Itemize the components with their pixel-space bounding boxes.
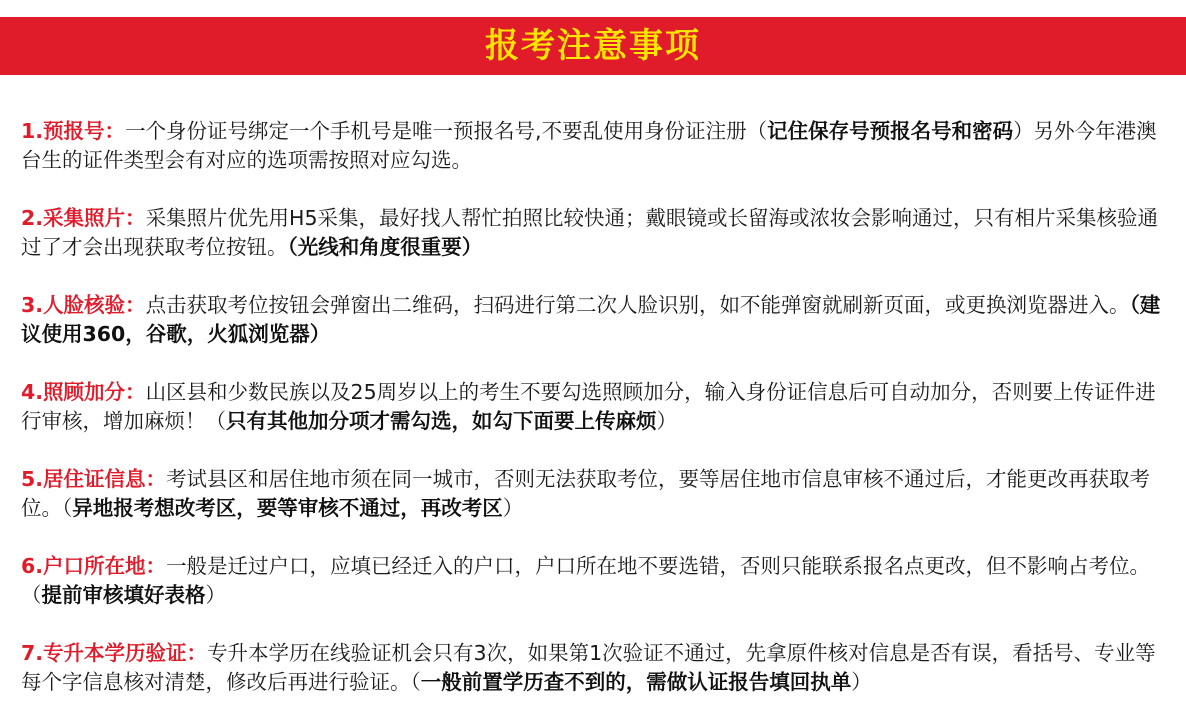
note-item-preregistration — [21, 117, 1176, 175]
note-item-face-verification — [21, 291, 1176, 349]
note-text: 采集照片优先用H5采集，最好找人帮忙拍照比较快通；戴眼镜或长留海或浓妆会影响通过，只有相片采集核验通过了才会出现获取考位按钮。 — [21, 206, 1159, 259]
note-text: 点击获取考位按钮会弹窗出二维码，扫码进行第二次人脸识别，如不能弹窗就刷新页面，或更换浏览器进入。 — [145, 293, 1130, 317]
note-emphasis: （建议使用360，谷歌，火狐浏览器） — [21, 293, 1161, 346]
note-item-household-registration — [21, 552, 1176, 610]
note-emphasis: 提前审核填好表格 — [41, 583, 206, 607]
note-item-degree-verification — [21, 639, 1176, 697]
note-emphasis: 一般前置学历查不到的，需做认证报告填回执单 — [420, 670, 852, 694]
note-tail: ） — [502, 496, 524, 520]
note-label: 3.人脸核验： — [21, 293, 146, 317]
page-title: 报考注意事项 — [485, 26, 701, 66]
note-emphasis: （光线和角度很重要） — [287, 235, 483, 259]
note-emphasis: 记住保存号预报名号和密码 — [767, 119, 1014, 143]
note-tail: ） — [656, 409, 677, 433]
note-emphasis: 只有其他加分项才需勾选，如勾下面要上传麻烦 — [226, 409, 657, 433]
note-label: 7.专升本学历验证： — [21, 641, 208, 665]
title-banner — [0, 17, 1186, 75]
note-tail: ） — [205, 583, 226, 607]
note-emphasis: 异地报考想改考区，要等审核不通过，再改考区 — [72, 496, 503, 520]
note-text: 山区县和少数民族以及25周岁以上的考生不要勾选照顾加分，输入身份证信息后可自动加分，否则要上传证件进行审核，增加麻烦！（ — [21, 380, 1156, 433]
note-text: 一个身份证号绑定一个手机号是唯一预报名号,不要乱使用身份证注册（ — [125, 119, 768, 143]
note-label: 4.照顾加分： — [21, 380, 146, 404]
note-label: 5.居住证信息： — [21, 467, 167, 491]
note-text: 考试县区和居住地市须在同一城市，否则无法获取考位，要等居住地市信息审核不通过后，才能更改再获取考位。（ — [21, 467, 1151, 520]
note-item-bonus-points — [21, 378, 1176, 436]
note-tail: ）另外今年港澳台生的证件类型会有对应的选项需按照对应勾选。 — [21, 119, 1157, 172]
note-label: 6.户口所在地： — [21, 554, 167, 578]
note-label: 2.采集照片： — [21, 206, 146, 230]
notes-list — [21, 117, 1176, 726]
note-text: 专升本学历在线验证机会只有3次，如果第1次验证不通过，先拿原件核对信息是否有误，看括号、专业等每个字信息核对清楚，修改后再进行验证。（ — [21, 641, 1156, 694]
note-tail: ） — [851, 670, 872, 694]
note-label: 1.预报号： — [21, 119, 126, 143]
note-item-residence-permit — [21, 465, 1176, 523]
note-item-photo — [21, 204, 1176, 262]
note-text: 一般是迁过户口，应填已经迁入的户口，户口所在地不要选错，否则只能联系报名点更改，但不影响占考位。（ — [21, 554, 1151, 607]
